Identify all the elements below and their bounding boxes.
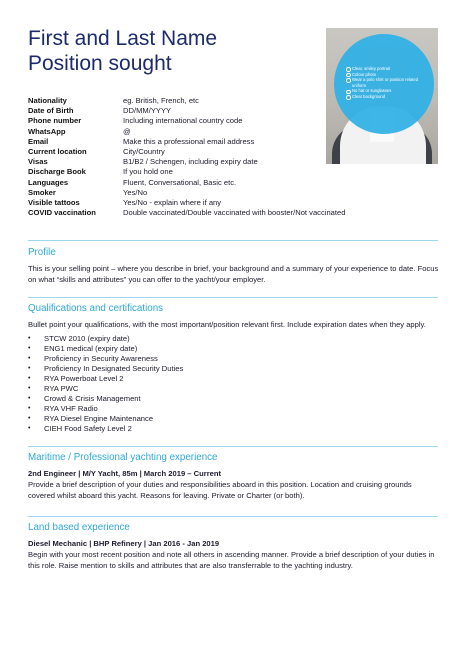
detail-value: If you hold one [123,167,173,177]
qualifications-title: Qualifications and certifications [28,303,164,314]
detail-label: Smoker [28,187,56,197]
detail-row [28,198,428,208]
list-item: • STCW 2010 (expiry date) [28,334,183,344]
detail-label: Discharge Book [28,167,86,177]
detail-label: Email [28,136,49,146]
section-divider [28,297,438,298]
photo-tip: Clear, smiley portrait [346,66,428,72]
detail-label: Phone number [28,116,82,126]
land-text: Begin with your most recent position and note all others in ascending manner. Provide a brief description of your duties in this role. Raise mention to skills and attributes that are also transferrable to the yachting industry. [28,550,435,571]
detail-value: Make this a professional email address [123,136,255,146]
list-item: • Crowd & Crisis Management [28,394,183,404]
detail-row [28,167,428,177]
detail-label: COVID vaccination [28,208,96,218]
detail-row [28,178,428,188]
detail-label: Nationality [28,96,67,105]
land-title: Land based experience [28,522,130,533]
list-item: • RYA Powerboat Level 2 [28,374,183,384]
detail-row [28,106,428,116]
detail-label: Date of Birth [28,106,74,116]
list-item: • ENG1 medical (expiry date) [28,344,183,354]
detail-value: Double vaccinated/Double vaccinated with booster/Not vaccinated [123,208,346,218]
list-item: • RYA VHF Radio [28,404,183,414]
section-divider [28,516,438,517]
qualifications-intro: Bullet point your qualifications, with the most important/position relevant first. Include expiration dates when they apply. [28,320,426,329]
detail-value: DD/MM/YYYY [123,106,172,116]
detail-row [28,96,428,106]
candidate-name: First and Last Name [28,27,218,50]
detail-row [28,127,428,137]
list-item: • Proficiency In Designated Security Duties [28,364,183,374]
photo-tip: No hat or sunglasses [346,88,428,94]
detail-value: Including international country code [123,116,243,126]
maritime-title: Maritime / Professional yachting experience [28,452,218,463]
detail-row [28,116,428,126]
detail-value: City/Country [123,146,165,156]
list-item: • RYA PWC [28,384,183,394]
detail-row [28,137,428,147]
position-sought: Position sought [28,52,172,75]
detail-value: Yes/No [123,187,148,197]
detail-label: Visible tattoos [28,197,80,207]
list-item: • Proficiency in Security Awareness [28,354,183,364]
detail-value: Fluent, Conversational, Basic etc. [123,177,237,187]
detail-label: Current location [28,146,87,156]
section-divider [28,240,438,241]
detail-value: Yes/No - explain where if any [123,197,222,207]
photo-tip: Colour photo [346,72,428,78]
personal-details [28,96,428,218]
detail-row [28,157,428,167]
maritime-job-heading: 2nd Engineer | M/Y Yacht, 85m | March 2019 – Current [28,469,222,478]
detail-value: @ [123,126,131,136]
header-title [28,26,217,76]
detail-row [28,147,428,157]
land-job-heading: Diesel Mechanic | BHP Refinery | Jan 2016 - Jan 2019 [28,539,220,548]
detail-label: Visas [28,157,48,167]
photo-tip: Clear background [346,94,428,100]
photo-tip: Wear a polo shirt or position related uniform [346,77,428,88]
qualifications-list [28,334,183,434]
profile-title: Profile [28,247,56,258]
list-item: • CIEH Food Safety Level 2 [28,424,183,434]
photo-tips-list [346,66,428,100]
profile-text: This is your selling point – where you describe in brief, your background and a summary of your experience to date. Focus on what “skills and attributes” you can offer to the yacht/your employer. [28,264,439,285]
detail-value: eg. British, French, etc [123,96,199,105]
detail-label: Languages [28,177,69,187]
detail-label: WhatsApp [28,126,66,136]
list-item: • RYA Diesel Engine Maintenance [28,414,183,424]
detail-row [28,188,428,198]
section-divider [28,446,438,447]
detail-value: B1/B2 / Schengen, including expiry date [123,157,258,167]
maritime-text: Provide a brief description of your duties and responsibilities aboard in this position. Location and cruising grounds covered whilst aboard this yacht. Reasons for leaving. Private or Charter (or both). [28,480,412,501]
detail-row [28,208,428,218]
